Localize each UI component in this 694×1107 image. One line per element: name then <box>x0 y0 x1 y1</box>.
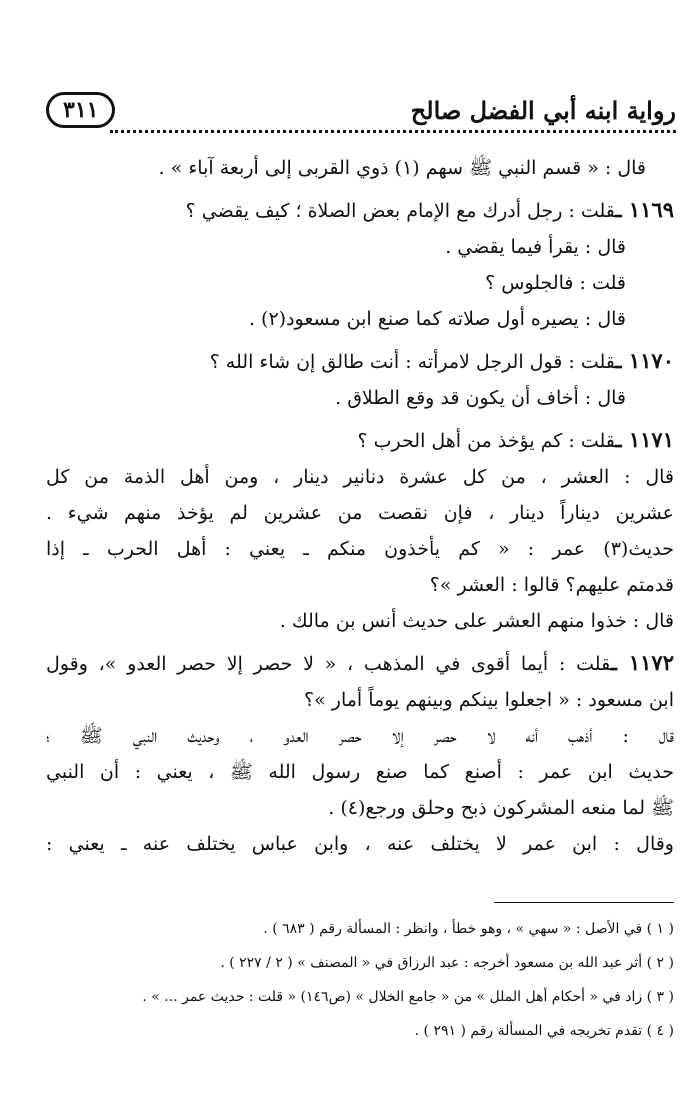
footnotes <box>46 912 674 1048</box>
footnote-separator <box>494 902 674 903</box>
line-text: ﷺ لما منعه المشركون ذبح وحلق ورجع(٤) . <box>328 797 674 819</box>
footnote: ( ١ ) في الأصل : « سهي » ، وهو خطأ ، وانظر : المسألة رقم ( ٦٨٣ ) . <box>263 921 674 937</box>
text-line <box>46 301 674 337</box>
line-text: قلت : أيما أقوى في المذهب ، « لا حصر إلا حصر العدو »، وقول <box>46 653 611 675</box>
text-line <box>46 380 674 416</box>
text-line <box>46 229 674 265</box>
text-line <box>46 718 674 754</box>
line-text: قال : يصيره أول صلاته كما صنع ابن مسعود(٢) . <box>248 308 626 330</box>
line-text: قال : يقرأ فيما يقضي . <box>445 236 626 258</box>
line-text: قلت : قول الرجل لامرأته : أنت طالق إن شاء الله ؟ <box>209 351 616 373</box>
line-text: عشرين ديناراً دينار ، فإن نقصت من عشرين لم يؤخذ منهم شيء . <box>46 502 674 524</box>
line-text: قلت : رجل أدرك مع الإمام بعض الصلاة ؛ كيف يقضي ؟ <box>185 200 616 222</box>
line-text: حديث(٣) عمر : « كم يأخذون منكم ـ يعني : أهل الحرب ـ إذا <box>46 538 674 560</box>
text-line <box>46 531 674 567</box>
line-text: قال : أخاف أن يكون قد وقع الطلاق . <box>335 387 626 409</box>
question-number: ١١٦٩ ـ <box>615 197 674 222</box>
line-text: قلت : فالجلوس ؟ <box>485 272 626 294</box>
text-line <box>46 682 674 718</box>
page-header <box>46 90 676 130</box>
question-number: ١١٧٠ ـ <box>615 348 674 373</box>
header-rule <box>110 130 676 133</box>
line-text: قال : « قسم النبي ﷺ سهم (١) ذوي القربى إلى أربعة آباء » . <box>158 157 646 179</box>
line-text: قال : أذهب أنه لا حصر إلا حصر العدو ، وحديث النبي ﷺ ؛ <box>46 725 674 747</box>
question-number: ١١٧١ ـ <box>615 427 674 452</box>
text-line <box>46 603 674 639</box>
line-text: ابن مسعود : « اجعلوا بينكم وبينهم يوماً أمار »؟ <box>304 689 674 711</box>
page-body <box>46 150 674 862</box>
running-title: رواية ابنه أبي الفضل صالح <box>410 95 676 125</box>
text-line <box>46 790 674 826</box>
text-line <box>46 495 674 531</box>
line-text: قال : خذوا منهم العشر على حديث أنس بن مالك . <box>279 610 674 632</box>
text-line <box>46 645 674 682</box>
line-text: قلت : كم يؤخذ من أهل الحرب ؟ <box>357 430 616 452</box>
footnote: ( ٣ ) زاد في « أحكام أهل الملل » من « جامع الخلال » (ص١٤٦) « قلت : حديث عمر ... » . <box>142 989 674 1005</box>
text-line <box>46 265 674 301</box>
text-line <box>46 150 674 186</box>
page-number: ٣١١ <box>46 92 115 128</box>
text-line <box>46 567 674 603</box>
question-number: ١١٧٢ ـ <box>610 650 674 675</box>
footnote: ( ٢ ) أثر عبد الله بن مسعود أخرجه : عبد الرزاق في « المصنف » ( ٢ / ٢٢٧ ) . <box>220 955 674 971</box>
text-line <box>46 459 674 495</box>
text-line <box>46 754 674 790</box>
text-line <box>46 192 674 229</box>
text-line <box>46 826 674 862</box>
line-text: وقال : ابن عمر لا يختلف عنه ، وابن عباس يختلف عنه ـ يعني : <box>46 833 674 855</box>
text-line <box>46 422 674 459</box>
text-line <box>46 343 674 380</box>
line-text: حديث ابن عمر : أصنع كما صنع رسول الله ﷺ ، يعني : أن النبي <box>46 761 674 783</box>
footnote: ( ٤ ) تقدم تخريجه في المسألة رقم ( ٢٩١ ) . <box>414 1023 674 1039</box>
line-text: قال : العشر ، من كل عشرة دنانير دينار ، ومن أهل الذمة من كل <box>46 466 674 488</box>
line-text: قدمتم عليهم؟ قالوا : العشر »؟ <box>429 574 674 596</box>
